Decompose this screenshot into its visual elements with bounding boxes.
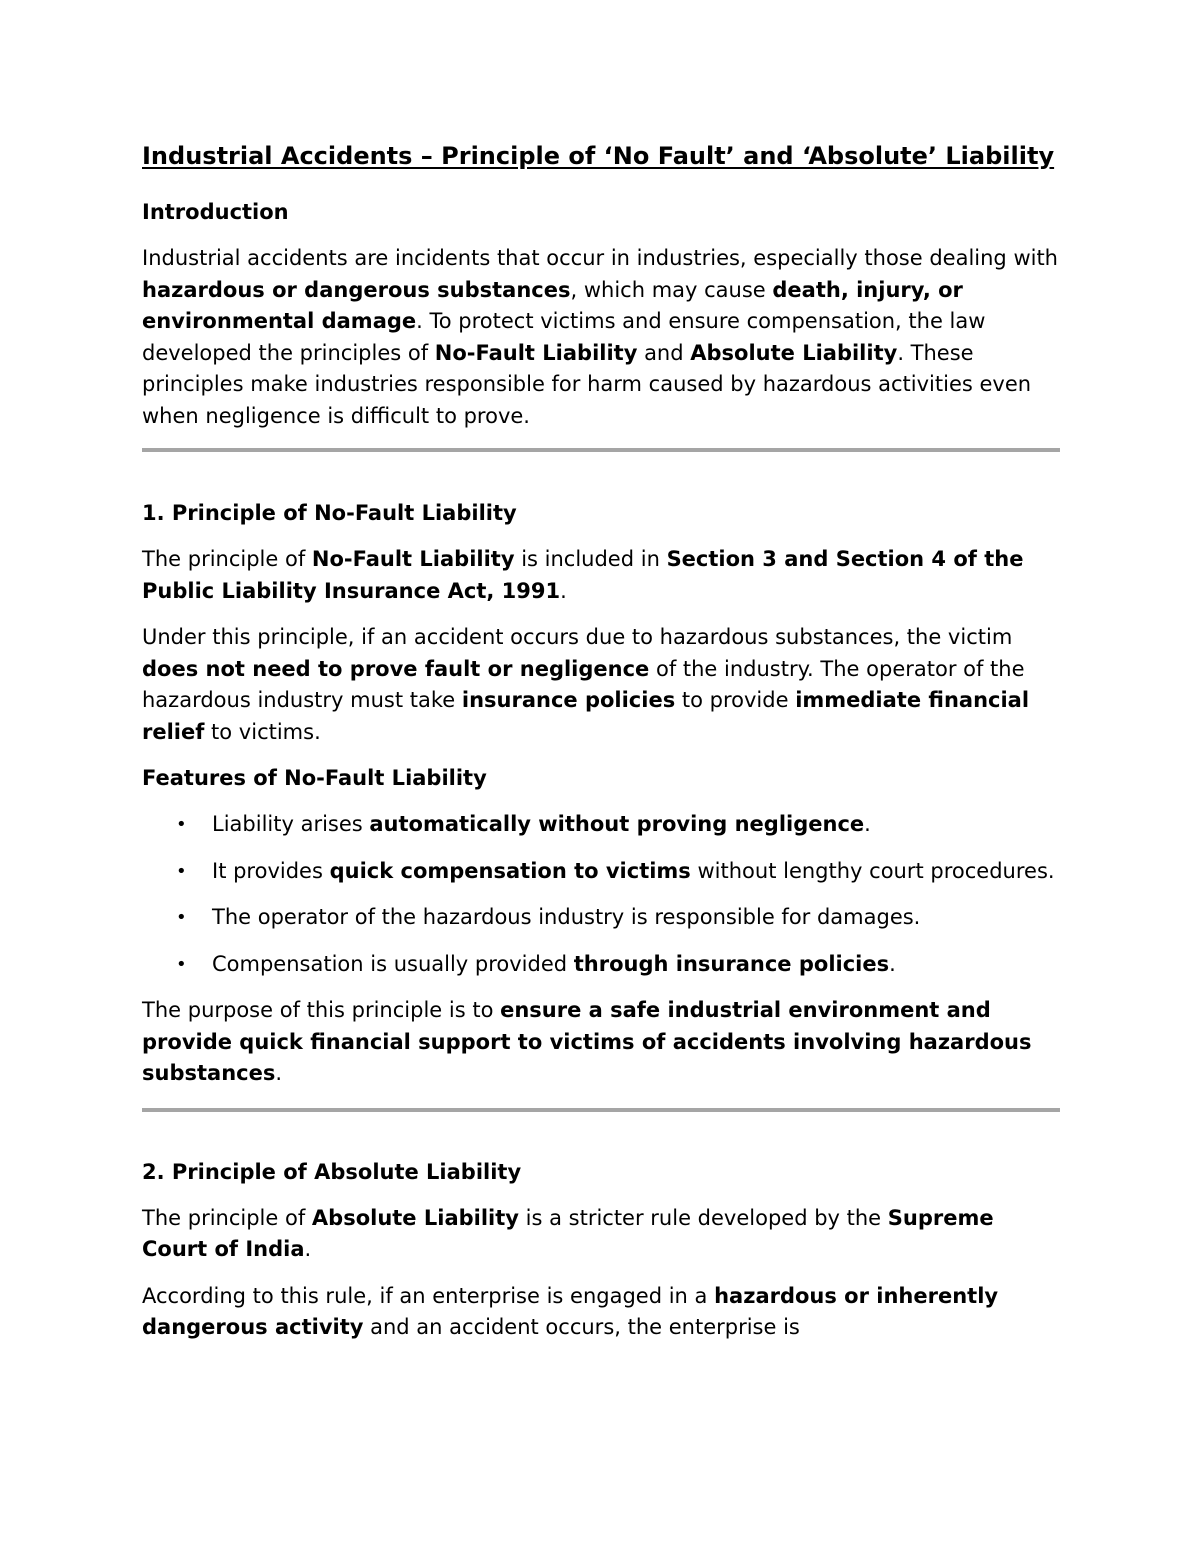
bold-run: does not need to prove fault or negligence (142, 656, 650, 681)
section1-paragraph-1 (142, 544, 1060, 607)
text-run: Liability arises (212, 812, 370, 836)
bold-run: insurance policies (461, 688, 676, 712)
text-run: Compensation is usually provided (212, 951, 574, 976)
features-heading: Features of No-Fault Liability (142, 766, 487, 790)
bold-run: immediate financial relief (142, 688, 1030, 744)
text-run: to provide (675, 688, 796, 712)
text-run: without lengthy court procedures. (690, 858, 1055, 883)
bullet-icon: • (176, 953, 187, 975)
text-run: The principle of (142, 547, 312, 571)
text-run: . (275, 1061, 283, 1085)
text-run: . These principles make industries responsible for harm caused by hazardous activities even when negligence is difficult to prove. (142, 340, 1032, 428)
text-run: . (889, 951, 896, 976)
section2-paragraph-2 (142, 1281, 1060, 1344)
intro-paragraph (142, 243, 1060, 432)
text-run: is a stricter rule developed by the (518, 1205, 888, 1230)
text-run: , which may cause (570, 277, 773, 302)
text-run: is included in (514, 547, 667, 571)
bold-run: Section 3 and Section 4 of the Public Liability Insurance Act, 1991 (142, 547, 1024, 603)
bold-run: hazardous or dangerous substances (142, 277, 571, 302)
bullet-icon: • (176, 860, 187, 882)
bold-run: No-Fault Liability (311, 547, 515, 571)
text-run: The principle of (142, 1205, 312, 1230)
text-run: The purpose of this principle is to (142, 998, 501, 1022)
document-title: Industrial Accidents – Principle of ‘No Fault’ and ‘Absolute’ Liability (142, 142, 1055, 170)
text-run: and (637, 340, 691, 365)
list-item (142, 856, 1060, 888)
features-list (142, 809, 1060, 980)
section1-heading: 1. Principle of No-Fault Liability (142, 501, 517, 525)
section2-paragraph-1 (142, 1203, 1060, 1266)
list-item (142, 902, 1060, 934)
text-run: . To protect victims and ensure compensation, the law developed the principles of (142, 309, 986, 365)
text-run: Under this principle, if an accident occurs due to hazardous substances, the victim (142, 625, 1013, 649)
bold-run: through insurance policies (573, 951, 890, 976)
intro-heading: Introduction (142, 200, 289, 224)
bold-run: Absolute Liability (311, 1205, 519, 1230)
list-item (142, 809, 1060, 841)
text-run: . (560, 578, 567, 603)
text-run: It provides (212, 858, 330, 883)
bold-run: ensure a safe industrial environment and provide quick financial support to victims of accidents involving hazardous substances (142, 998, 1032, 1085)
bold-run: Absolute Liability (690, 340, 898, 365)
bold-run: Supreme Court of India (142, 1205, 994, 1261)
section1-paragraph-2 (142, 622, 1060, 748)
text-run: The operator of the hazardous industry is responsible for damages. (212, 905, 921, 929)
bullet-icon: • (176, 907, 187, 928)
bold-run: quick compensation to victims (329, 858, 691, 883)
bold-run: No-Fault Liability (434, 340, 638, 365)
section-divider (142, 448, 1060, 452)
bold-run: death, injury, or environmental damage (142, 277, 963, 333)
text-run: Industrial accidents are incidents that occur in industries, especially those dealing with (142, 246, 1058, 270)
section-divider (142, 1108, 1060, 1112)
section1-paragraph-3 (142, 995, 1060, 1090)
text-run: . (864, 812, 871, 836)
text-run: . (304, 1237, 312, 1261)
bold-run: hazardous or inherently dangerous activity (142, 1283, 999, 1339)
text-run: According to this rule, if an enterprise is engaged in a (142, 1283, 715, 1308)
text-run: of the industry. The operator of the hazardous industry must take (142, 656, 1025, 712)
list-item (142, 949, 1060, 981)
text-run: to victims. (204, 719, 321, 744)
section2-heading: 2. Principle of Absolute Liability (142, 1159, 522, 1184)
bullet-icon: • (176, 814, 187, 835)
text-run: and an accident occurs, the enterprise is (363, 1315, 800, 1339)
bold-run: automatically without proving negligence (369, 812, 865, 836)
